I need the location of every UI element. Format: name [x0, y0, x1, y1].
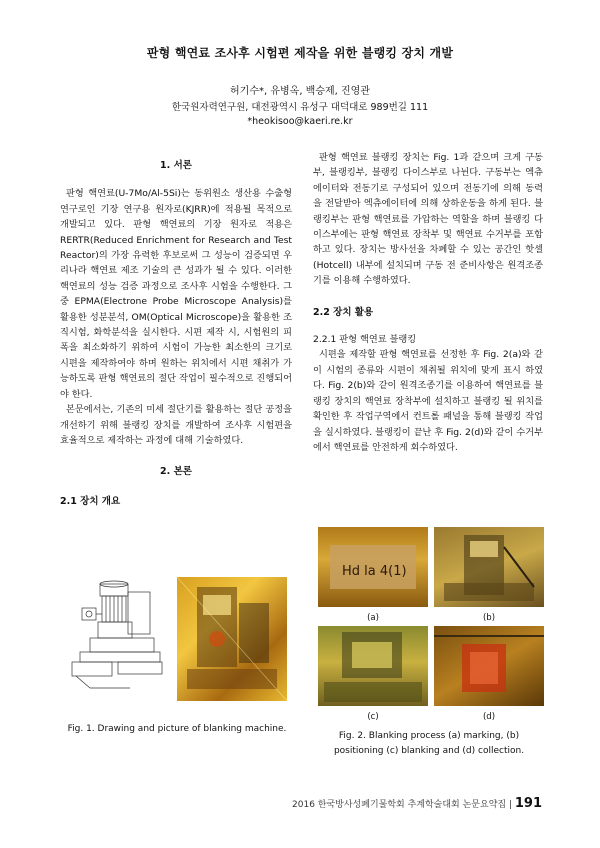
fig2a-marking-text: Hd la 4(1): [342, 564, 407, 579]
subsection-heading-2-2: 2.2 장치 활용: [313, 306, 374, 318]
author-email[interactable]: *heokisoo@kaeri.re.kr: [247, 116, 353, 127]
fig1-drawing: [70, 578, 170, 696]
author-list: 허기수*, 유병옥, 백승제, 진영관: [230, 86, 370, 97]
fig2d-label: (d): [482, 712, 496, 722]
blanking-paragraph: 시편을 제작할 판형 핵연료를 선정한 후 Fig. 2(a)와 같이 시험의 종류와 시편이 채취될 위치에 맞게 표시 하였다. Fig. 2(b)와 같이 원격조종기를 이용하여 핵연료를 블랭킹 장치의 핵연료 장착부에 설치하고 블랭킹 될 위치를 확인한 후 작업구역에서 컨트롤 패널을 통해 블랭킹 작업을 실시하였다. 블랭킹이 끝난 후 Fig. 2(d)와 같이 수거부에서 핵연료를 안전하게 회수하였다.: [313, 349, 543, 453]
device-overview-paragraph: 판형 핵연료 블랭킹 장치는 Fig. 1과 같으며 크게 구동부, 블랭킹부, 블랭킹 다이스부로 나뉜다. 구동부는 엑츄에이터와 전동기로 구성되어 있으며 전동기에 의해 동력을 전달받아 엑츄에이터에 의해 상하운동을 하게 된다. 블랭킹부는 판형 핵연료를 가압하는 역할을 하며 블랭킹 다이스부에는 판형 핵연료 장착부 및 핵연료 수거부를 포함하고 있다. 장치는 방사선을 차폐할 수 있는 공간인 핫셀(Hotcell) 내부에 설치되며 구동 전 준비사항은 원격조종기를 이용해 수행하였다.: [313, 152, 543, 287]
fig2b-photo: [434, 527, 544, 607]
fig1-photo: [177, 577, 287, 701]
fig2d-photo: [434, 626, 544, 706]
footer-text: 2016 한국방사성폐기물학회 추계학술대회 논문요약집: [292, 800, 507, 810]
fig2c-label: (c): [367, 712, 379, 722]
footer-divider: |: [508, 800, 515, 810]
fig2-caption-line1: Fig. 2. Blanking process (a) marking, (b): [338, 731, 520, 741]
subsection-heading-2-2-1: 2.2.1 판형 핵연료 블랭킹: [313, 334, 417, 346]
affiliation: 한국원자력연구원, 대전광역시 유성구 대덕대로 989번길 111: [171, 102, 429, 113]
page-footer: [292, 796, 542, 811]
fig2-caption-line2: positioning (c) blanking and (d) collection.: [333, 746, 525, 756]
intro-paragraph-1: 판형 핵연료(U-7Mo/Al-5Si)는 동위원소 생산용 수출형 연구로인 기장 연구용 원자로(KJRR)에 적용될 목적으로 개발되고 있다. 판형 핵연료의 기장 원자로 적용은 RERTR(Reduced Enrichment for Research and Test Reactor)의 가장 유력한 후보로써 그 성능이 검증되면 우리나라 핵연료 제조 기술의 큰 성과가 될 수 있다. 이러한 핵연료의 성능 검증 과정으로 조사후 시험을 수행한다. 그 중 EPMA(Electrone Probe Microscope Analysis)를 활용한 성분분석, OM(Optical Microscope)을 활용한 조직시험, 화학분석을 실시한다. 시편 제작 시, 시험원의 피폭을 최소화하기 위하여 시험이 가능한 최소한의 크기로 시편을 제작하여야 하며 원하는 위치에서 시편 채취가 가능하도록 판형 핵연료의 절단 작업이 필수적으로 진행되어야 한다.: [60, 188, 292, 400]
page-number: 191: [514, 796, 542, 811]
subsection-heading-2-1: 2.1 장치 개요: [60, 495, 121, 507]
section-heading-intro: 1. 서론: [160, 160, 192, 171]
fig1-caption: Fig. 1. Drawing and picture of blanking machine.: [67, 724, 287, 734]
left-column: [60, 158, 292, 509]
paper-title: 판형 핵연료 조사후 시험편 제작을 위한 블랭킹 장치 개발: [146, 46, 454, 60]
fig2a-photo: [318, 527, 428, 607]
section-heading-body: 2. 본론: [160, 466, 192, 478]
fig2c-photo: [318, 626, 428, 706]
fig2b-label: (b): [482, 613, 496, 623]
intro-paragraph-2: 본문에서는, 기존의 미세 절단기를 활용하는 절단 공정을 개선하기 위해 블랭킹 장치를 개발하여 조사후 시험편을 효율적으로 제작하는 과정에 대해 기술하였다.: [60, 404, 292, 446]
fig2a-label: (a): [367, 613, 379, 623]
right-column: [313, 150, 543, 455]
